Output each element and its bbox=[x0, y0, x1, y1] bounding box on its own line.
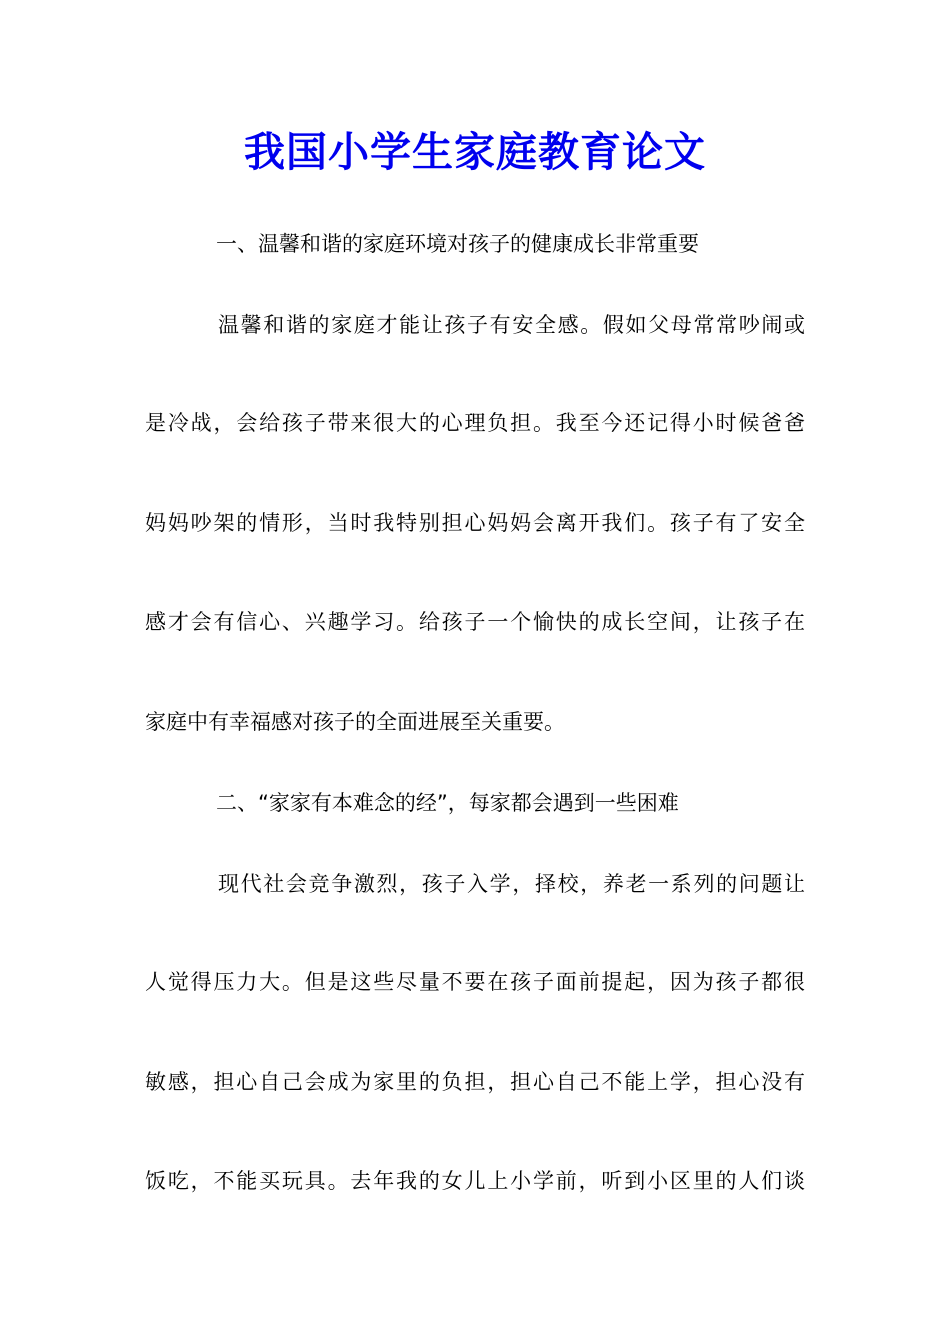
paragraph-line: 饭吃，不能买玩具。去年我的女儿上小学前，听到小区里的人们谈 bbox=[145, 1169, 805, 1193]
paragraph-line: 家庭中有幸福感对孩子的全面进展至关重要。 bbox=[145, 710, 565, 734]
paragraph-line: 温馨和谐的家庭才能让孩子有安全感。假如父母常常吵闹或 bbox=[218, 313, 805, 337]
document-title: 我国小学生家庭教育论文 bbox=[244, 128, 706, 176]
paragraph-line: 妈妈吵架的情形，当时我特别担心妈妈会离开我们。孩子有了安全 bbox=[145, 511, 805, 535]
paragraph-line: 敏感，担心自己会成为家里的负担，担心自己不能上学，担心没有 bbox=[145, 1070, 805, 1094]
paragraph-line: 感才会有信心、兴趣学习。给孩子一个愉快的成长空间，让孩子在 bbox=[145, 610, 805, 634]
paragraph-line: 现代社会竞争激烈，孩子入学，择校，养老一系列的问题让 bbox=[218, 872, 805, 896]
section-heading-2: 二、“家家有本难念的经”，每家都会遇到一些困难 bbox=[216, 791, 679, 815]
paragraph-line: 人觉得压力大。但是这些尽量不要在孩子面前提起，因为孩子都很 bbox=[145, 970, 805, 994]
section-heading-1: 一、温馨和谐的家庭环境对孩子的健康成长非常重要 bbox=[216, 232, 699, 256]
paragraph-line: 是冷战，会给孩子带来很大的心理负担。我至今还记得小时候爸爸 bbox=[145, 411, 805, 435]
